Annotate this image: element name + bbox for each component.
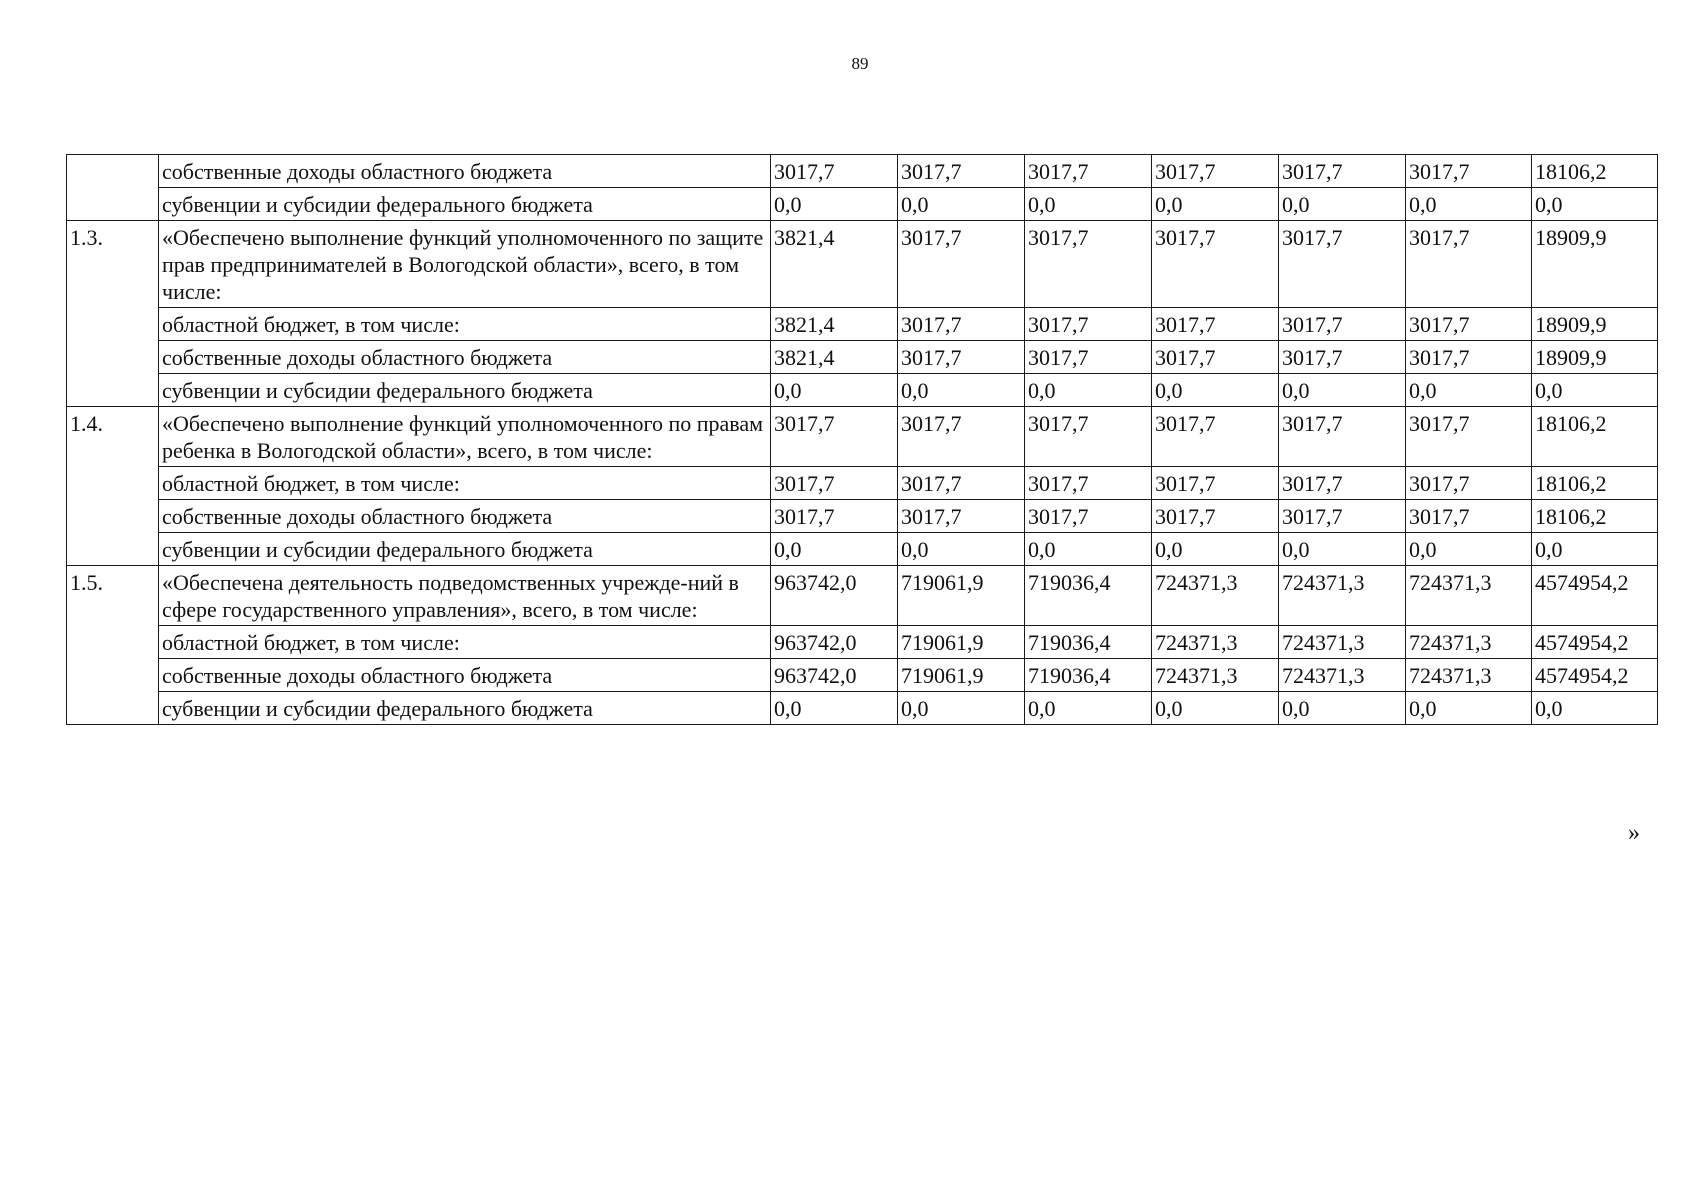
item-name-cell: собственные доходы областного бюджета bbox=[159, 155, 771, 188]
table-row bbox=[67, 407, 1658, 467]
value-cell: 719061,9 bbox=[898, 659, 1025, 692]
value-cell: 0,0 bbox=[1025, 374, 1152, 407]
value-cell: 3017,7 bbox=[1406, 155, 1532, 188]
value-cell: 3017,7 bbox=[1279, 308, 1406, 341]
value-cell: 3017,7 bbox=[1279, 341, 1406, 374]
value-cell: 0,0 bbox=[1406, 188, 1532, 221]
table-row bbox=[67, 341, 1658, 374]
value-cell: 3821,4 bbox=[771, 308, 898, 341]
value-cell: 0,0 bbox=[1025, 692, 1152, 725]
value-cell: 724371,3 bbox=[1279, 659, 1406, 692]
item-name-cell: собственные доходы областного бюджета bbox=[159, 500, 771, 533]
page-number: 89 bbox=[851, 54, 869, 73]
value-cell: 3017,7 bbox=[1152, 467, 1279, 500]
value-cell: 3017,7 bbox=[771, 155, 898, 188]
value-cell: 3017,7 bbox=[898, 500, 1025, 533]
value-cell: 3017,7 bbox=[1025, 407, 1152, 467]
value-cell: 3017,7 bbox=[1152, 500, 1279, 533]
value-cell: 719036,4 bbox=[1025, 626, 1152, 659]
value-cell: 18106,2 bbox=[1532, 500, 1658, 533]
value-cell: 0,0 bbox=[1279, 533, 1406, 566]
table-row bbox=[67, 566, 1658, 626]
value-cell: 3017,7 bbox=[898, 308, 1025, 341]
value-cell: 3017,7 bbox=[1279, 500, 1406, 533]
value-cell: 4574954,2 bbox=[1532, 566, 1658, 626]
value-cell: 0,0 bbox=[1532, 374, 1658, 407]
table-row bbox=[67, 500, 1658, 533]
value-cell: 719061,9 bbox=[898, 626, 1025, 659]
value-cell: 4574954,2 bbox=[1532, 659, 1658, 692]
value-cell: 719036,4 bbox=[1025, 566, 1152, 626]
value-cell: 18909,9 bbox=[1532, 308, 1658, 341]
value-cell: 0,0 bbox=[1279, 374, 1406, 407]
value-cell: 724371,3 bbox=[1406, 659, 1532, 692]
value-cell: 3017,7 bbox=[1025, 221, 1152, 308]
closing-quote-mark: » bbox=[1628, 820, 1640, 846]
table-row bbox=[67, 533, 1658, 566]
value-cell: 3821,4 bbox=[771, 221, 898, 308]
value-cell: 3017,7 bbox=[1152, 341, 1279, 374]
value-cell: 3017,7 bbox=[1025, 500, 1152, 533]
item-name-cell: областной бюджет, в том числе: bbox=[159, 467, 771, 500]
value-cell: 18909,9 bbox=[1532, 221, 1658, 308]
value-cell: 3017,7 bbox=[1279, 407, 1406, 467]
value-cell: 3017,7 bbox=[1025, 467, 1152, 500]
table-row bbox=[67, 221, 1658, 308]
value-cell: 0,0 bbox=[1279, 188, 1406, 221]
value-cell: 0,0 bbox=[1406, 374, 1532, 407]
value-cell: 719036,4 bbox=[1025, 659, 1152, 692]
value-cell: 0,0 bbox=[898, 692, 1025, 725]
item-name-cell: субвенции и субсидии федерального бюджета bbox=[159, 533, 771, 566]
value-cell: 3017,7 bbox=[1025, 308, 1152, 341]
value-cell: 3017,7 bbox=[1279, 467, 1406, 500]
table-row bbox=[67, 659, 1658, 692]
value-cell: 0,0 bbox=[1152, 374, 1279, 407]
value-cell: 3017,7 bbox=[1279, 221, 1406, 308]
value-cell: 4574954,2 bbox=[1532, 626, 1658, 659]
item-name-cell: «Обеспечено выполнение функций уполномоченного по защите прав предпринимателей в Вологодской области», всего, в том числе: bbox=[159, 221, 771, 308]
value-cell: 0,0 bbox=[1152, 533, 1279, 566]
table-row bbox=[67, 308, 1658, 341]
value-cell: 3017,7 bbox=[1025, 155, 1152, 188]
value-cell: 724371,3 bbox=[1152, 566, 1279, 626]
value-cell: 0,0 bbox=[1025, 533, 1152, 566]
value-cell: 3017,7 bbox=[1152, 407, 1279, 467]
value-cell: 963742,0 bbox=[771, 626, 898, 659]
value-cell: 3017,7 bbox=[771, 500, 898, 533]
table-row bbox=[67, 374, 1658, 407]
value-cell: 0,0 bbox=[1152, 188, 1279, 221]
value-cell: 3017,7 bbox=[898, 467, 1025, 500]
table-row bbox=[67, 467, 1658, 500]
item-name-cell: субвенции и субсидии федерального бюджета bbox=[159, 692, 771, 725]
value-cell: 0,0 bbox=[1532, 692, 1658, 725]
item-name-cell: собственные доходы областного бюджета bbox=[159, 659, 771, 692]
value-cell: 18106,2 bbox=[1532, 467, 1658, 500]
value-cell: 0,0 bbox=[771, 374, 898, 407]
value-cell: 0,0 bbox=[898, 374, 1025, 407]
budget-table bbox=[66, 154, 1658, 725]
value-cell: 724371,3 bbox=[1152, 659, 1279, 692]
table-row bbox=[67, 692, 1658, 725]
value-cell: 3017,7 bbox=[1406, 308, 1532, 341]
value-cell: 18909,9 bbox=[1532, 341, 1658, 374]
value-cell: 0,0 bbox=[1025, 188, 1152, 221]
value-cell: 0,0 bbox=[771, 692, 898, 725]
value-cell: 3821,4 bbox=[771, 341, 898, 374]
value-cell: 0,0 bbox=[771, 533, 898, 566]
value-cell: 0,0 bbox=[1406, 692, 1532, 725]
table-row bbox=[67, 626, 1658, 659]
item-name-cell: собственные доходы областного бюджета bbox=[159, 341, 771, 374]
value-cell: 3017,7 bbox=[1406, 500, 1532, 533]
table-row bbox=[67, 155, 1658, 188]
value-cell: 0,0 bbox=[1532, 188, 1658, 221]
value-cell: 963742,0 bbox=[771, 566, 898, 626]
value-cell: 3017,7 bbox=[1406, 407, 1532, 467]
value-cell: 3017,7 bbox=[1406, 467, 1532, 500]
value-cell: 3017,7 bbox=[1025, 341, 1152, 374]
value-cell: 0,0 bbox=[771, 188, 898, 221]
value-cell: 724371,3 bbox=[1279, 566, 1406, 626]
item-name-cell: областной бюджет, в том числе: bbox=[159, 308, 771, 341]
value-cell: 963742,0 bbox=[771, 659, 898, 692]
value-cell: 3017,7 bbox=[771, 467, 898, 500]
value-cell: 0,0 bbox=[898, 188, 1025, 221]
value-cell: 3017,7 bbox=[1406, 221, 1532, 308]
item-number-cell: 1.5. bbox=[67, 566, 159, 725]
value-cell: 3017,7 bbox=[771, 407, 898, 467]
item-number-cell: 1.4. bbox=[67, 407, 159, 566]
value-cell: 0,0 bbox=[1532, 533, 1658, 566]
value-cell: 3017,7 bbox=[1152, 221, 1279, 308]
value-cell: 724371,3 bbox=[1406, 566, 1532, 626]
value-cell: 3017,7 bbox=[1152, 155, 1279, 188]
item-name-cell: областной бюджет, в том числе: bbox=[159, 626, 771, 659]
value-cell: 0,0 bbox=[1152, 692, 1279, 725]
value-cell: 724371,3 bbox=[1406, 626, 1532, 659]
value-cell: 3017,7 bbox=[1406, 341, 1532, 374]
value-cell: 3017,7 bbox=[1152, 308, 1279, 341]
value-cell: 0,0 bbox=[898, 533, 1025, 566]
item-number-cell: 1.3. bbox=[67, 221, 159, 407]
value-cell: 3017,7 bbox=[898, 155, 1025, 188]
value-cell: 724371,3 bbox=[1152, 626, 1279, 659]
value-cell: 724371,3 bbox=[1279, 626, 1406, 659]
item-name-cell: субвенции и субсидии федерального бюджета bbox=[159, 374, 771, 407]
item-name-cell: «Обеспечено выполнение функций уполномоченного по правам ребенка в Вологодской области», всего, в том числе: bbox=[159, 407, 771, 467]
item-name-cell: субвенции и субсидии федерального бюджета bbox=[159, 188, 771, 221]
value-cell: 719061,9 bbox=[898, 566, 1025, 626]
value-cell: 3017,7 bbox=[898, 407, 1025, 467]
item-name-cell: «Обеспечена деятельность подведомственных учрежде-ний в сфере государственного управления», всего, в том числе: bbox=[159, 566, 771, 626]
value-cell: 3017,7 bbox=[898, 341, 1025, 374]
value-cell: 0,0 bbox=[1406, 533, 1532, 566]
value-cell: 18106,2 bbox=[1532, 407, 1658, 467]
item-number-cell bbox=[67, 155, 159, 221]
value-cell: 0,0 bbox=[1279, 692, 1406, 725]
value-cell: 3017,7 bbox=[1279, 155, 1406, 188]
value-cell: 18106,2 bbox=[1532, 155, 1658, 188]
table-row bbox=[67, 188, 1658, 221]
value-cell: 3017,7 bbox=[898, 221, 1025, 308]
